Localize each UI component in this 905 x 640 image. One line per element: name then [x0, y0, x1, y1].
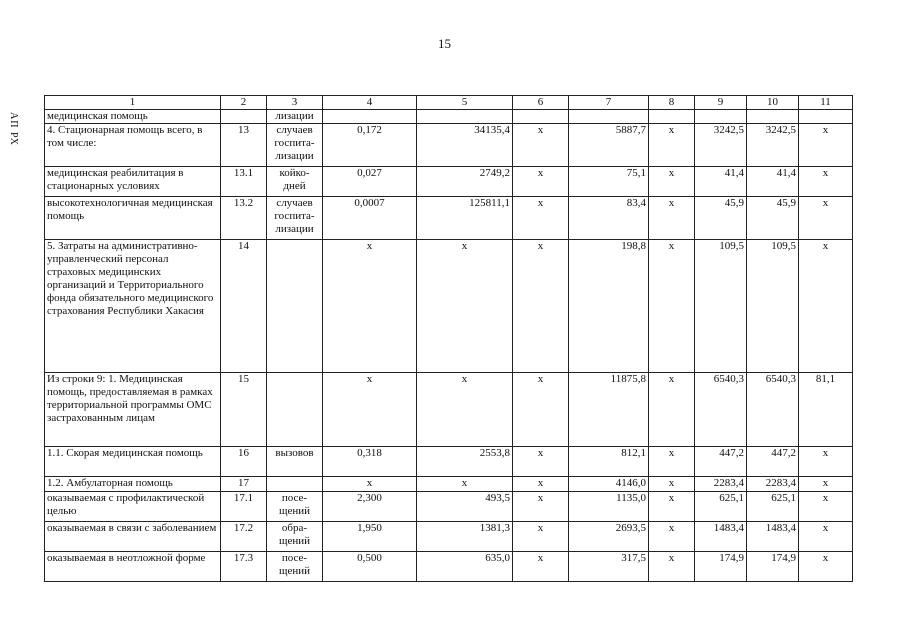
row-code: 15 [221, 373, 267, 447]
table-row [45, 124, 853, 167]
cell: х [323, 477, 417, 492]
cell: 41,4 [695, 167, 747, 197]
cell: х [799, 167, 853, 197]
cell: х [649, 492, 695, 522]
row-name: медицинская помощь [45, 110, 221, 124]
cell: 81,1 [799, 373, 853, 447]
row-unit: случаев госпита- лизации [267, 197, 323, 240]
cell: 6540,3 [747, 373, 799, 447]
cell: 2749,2 [417, 167, 513, 197]
row-name: оказываемая с профилактической целью [45, 492, 221, 522]
cell: х [799, 447, 853, 477]
cell: х [417, 477, 513, 492]
cell: 174,9 [695, 552, 747, 582]
cell: х [799, 124, 853, 167]
row-name: 1.1. Скорая медицинская помощь [45, 447, 221, 477]
cell [417, 110, 513, 124]
row-name: медицинская реабилитация в стационарных условиях [45, 167, 221, 197]
cell: х [513, 447, 569, 477]
cell [799, 110, 853, 124]
cell: 109,5 [695, 240, 747, 373]
cell: х [649, 447, 695, 477]
cell: 1,950 [323, 522, 417, 552]
cell: 447,2 [747, 447, 799, 477]
cell: 2283,4 [747, 477, 799, 492]
cell: 2283,4 [695, 477, 747, 492]
cell: 41,4 [747, 167, 799, 197]
cell: 198,8 [569, 240, 649, 373]
row-unit [267, 477, 323, 492]
table-row [45, 167, 853, 197]
row-code: 13.1 [221, 167, 267, 197]
row-code: 17.3 [221, 552, 267, 582]
cell: х [799, 197, 853, 240]
cell: 625,1 [695, 492, 747, 522]
cell: 109,5 [747, 240, 799, 373]
cell: 2693,5 [569, 522, 649, 552]
cell: 812,1 [569, 447, 649, 477]
cell: х [513, 167, 569, 197]
table-row [45, 373, 853, 447]
cell: х [649, 167, 695, 197]
row-name: 1.2. Амбулаторная помощь [45, 477, 221, 492]
row-unit: посе- щений [267, 552, 323, 582]
row-code [221, 110, 267, 124]
header-cell: 10 [747, 96, 799, 110]
cell: 2,300 [323, 492, 417, 522]
row-name: 5. Затраты на административно- управленческий персонал страховых медицинских организаций и Территориального фонда обязательного медицинского страхования Республики Хакасия [45, 240, 221, 373]
cell: 0,0007 [323, 197, 417, 240]
cell: х [799, 522, 853, 552]
cell: 45,9 [695, 197, 747, 240]
cell: х [513, 240, 569, 373]
cell: 45,9 [747, 197, 799, 240]
cell: х [649, 197, 695, 240]
cell: 174,9 [747, 552, 799, 582]
cell: х [799, 477, 853, 492]
cell: 1483,4 [747, 522, 799, 552]
cell: х [649, 124, 695, 167]
page-number: 15 [438, 36, 451, 51]
cell: 0,500 [323, 552, 417, 582]
cell: х [649, 373, 695, 447]
header-cell: 9 [695, 96, 747, 110]
row-code: 14 [221, 240, 267, 373]
cell: х [649, 240, 695, 373]
row-code: 17.2 [221, 522, 267, 552]
cell [747, 110, 799, 124]
table-row [45, 447, 853, 477]
table-row [45, 552, 853, 582]
table-row [45, 110, 853, 124]
row-unit: посе- щений [267, 492, 323, 522]
header-row [45, 96, 853, 110]
cell [569, 110, 649, 124]
table-row [45, 197, 853, 240]
cell [513, 110, 569, 124]
cell: х [323, 373, 417, 447]
row-code: 17.1 [221, 492, 267, 522]
header-cell: 2 [221, 96, 267, 110]
cell: 635,0 [417, 552, 513, 582]
row-code: 17 [221, 477, 267, 492]
table-row [45, 492, 853, 522]
cell: х [649, 522, 695, 552]
cell: 1483,4 [695, 522, 747, 552]
cell: х [513, 373, 569, 447]
row-name: 4. Стационарная помощь всего, в том числе: [45, 124, 221, 167]
side-label: АП РХ [8, 112, 19, 147]
cell: 0,027 [323, 167, 417, 197]
cell: 2553,8 [417, 447, 513, 477]
cell [323, 110, 417, 124]
table-row [45, 240, 853, 373]
cell: 125811,1 [417, 197, 513, 240]
row-code: 13.2 [221, 197, 267, 240]
cell: х [513, 124, 569, 167]
cell: 3242,5 [695, 124, 747, 167]
row-name: оказываемая в связи с заболеванием [45, 522, 221, 552]
cell: 625,1 [747, 492, 799, 522]
data-table [44, 95, 853, 582]
cell: 6540,3 [695, 373, 747, 447]
cell: х [417, 240, 513, 373]
cell: х [417, 373, 513, 447]
header-cell: 5 [417, 96, 513, 110]
header-cell: 7 [569, 96, 649, 110]
cell: х [513, 197, 569, 240]
cell: х [649, 477, 695, 492]
cell: 1135,0 [569, 492, 649, 522]
cell: 0,172 [323, 124, 417, 167]
row-unit [267, 240, 323, 373]
row-name: оказываемая в неотложной форме [45, 552, 221, 582]
header-cell: 4 [323, 96, 417, 110]
cell: х [513, 492, 569, 522]
cell: х [323, 240, 417, 373]
row-name: высокотехнологичная медицинская помощь [45, 197, 221, 240]
row-unit [267, 373, 323, 447]
cell: х [799, 552, 853, 582]
cell: 493,5 [417, 492, 513, 522]
cell: 34135,4 [417, 124, 513, 167]
cell [695, 110, 747, 124]
cell: 3242,5 [747, 124, 799, 167]
table-row [45, 522, 853, 552]
table-row [45, 477, 853, 492]
cell [649, 110, 695, 124]
cell: х [649, 552, 695, 582]
row-unit: вызовов [267, 447, 323, 477]
row-unit: обра- щений [267, 522, 323, 552]
header-cell: 8 [649, 96, 695, 110]
cell: 1381,3 [417, 522, 513, 552]
header-cell: 11 [799, 96, 853, 110]
row-code: 16 [221, 447, 267, 477]
cell: 4146,0 [569, 477, 649, 492]
cell: 447,2 [695, 447, 747, 477]
cell: х [799, 240, 853, 373]
cell: 83,4 [569, 197, 649, 240]
row-unit: случаев госпита- лизации [267, 124, 323, 167]
cell: 11875,8 [569, 373, 649, 447]
cell: 5887,7 [569, 124, 649, 167]
row-name: Из строки 9: 1. Медицинская помощь, предоставляемая в рамках территориальной программы ОМС застрахованным лицам [45, 373, 221, 447]
cell: х [513, 522, 569, 552]
cell: 0,318 [323, 447, 417, 477]
header-cell: 1 [45, 96, 221, 110]
cell: х [799, 492, 853, 522]
cell: 75,1 [569, 167, 649, 197]
cell: х [513, 477, 569, 492]
row-unit: лизации [267, 110, 323, 124]
row-unit: койко- дней [267, 167, 323, 197]
cell: 317,5 [569, 552, 649, 582]
row-code: 13 [221, 124, 267, 167]
cell: х [513, 552, 569, 582]
header-cell: 3 [267, 96, 323, 110]
header-cell: 6 [513, 96, 569, 110]
